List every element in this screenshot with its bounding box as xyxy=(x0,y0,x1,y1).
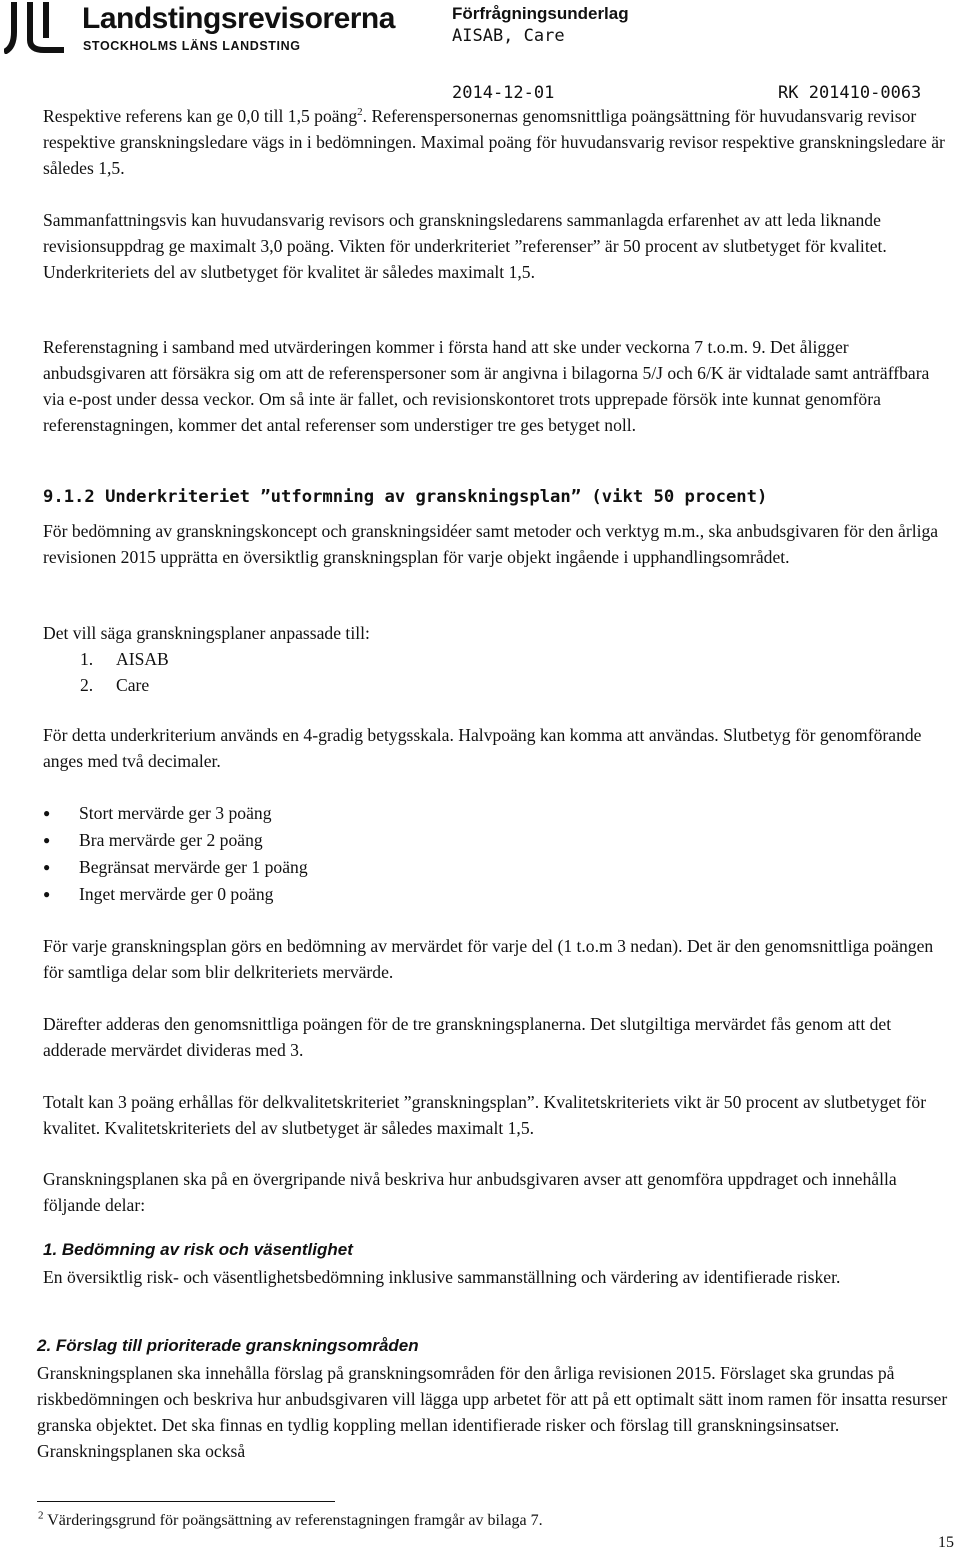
paragraph-audit-plan: För bedömning av granskningskoncept och granskningsidéer samt metoder och verktyg m.m., ska anbudsgivaren för den årliga revisionen 2015 upprätta en översiktlig granskningsplan för varje objekt ingående i upphandlingsområdet. xyxy=(43,521,939,567)
list-item-text: Care xyxy=(116,675,150,695)
document-date: 2014-12-01 xyxy=(452,83,555,103)
paragraph-total-points: Totalt kan 3 poäng erhållas för delkvalitetskriteriet ”granskningsplan”. Kvalitetskriteriets vikt är 50 procent av slutbetyget för kvalitet. Kvalitetskriteriets del av slutbetyget är således maximalt 1,5. xyxy=(43,1092,927,1138)
subheading-priority-areas: 2. Förslag till prioriterade granskningsområden xyxy=(37,1336,419,1355)
bullet-list xyxy=(43,800,308,908)
logo-name: Landstingsrevisorerna xyxy=(82,2,395,35)
paragraph-reference-taking: Referenstagning i samband med utvärderingen kommer i första hand att ske under veckorna 7 t.o.m. 9. Det åligger anbudsgivaren att försäkra sig om att de referenspersoner som är angivna i bilagorna 5/J och 6/K är vidtalade samt anträffbara via e-post under dessa veckor. Om så inte är fallet, och revisionskontoret trots upprepade försök inte kunnat genomföra referenstagningen, kommer det antal referenser som understiger tre ges betyget noll. xyxy=(43,337,930,435)
list-item: ● Inget mervärde ger 0 poäng xyxy=(43,881,308,908)
footnote-number: 2 xyxy=(38,1509,44,1522)
paragraph-priority-areas: Granskningsplanen ska innehålla förslag på granskningsområden för den årliga revisionen 2015. Förslaget ska grundas på riskbedömningen och beskriva hur anbudsgivaren vill lägga upp arbetet för att på ett optimalt sätt inom ramen för insatta resurser granska objektet. Det ska finnas en tydlig koppling mellan identifierade risker och förslag till granskningsinsatser. Granskningsplanen ska också xyxy=(37,1363,948,1461)
numbered-list xyxy=(80,646,169,698)
list-item: ● Begränsat mervärde ger 1 poäng xyxy=(43,854,308,881)
section-heading: 9.1.2 Underkriteriet ”utformning av granskningsplan” (vikt 50 procent) xyxy=(43,487,768,507)
paragraph-average: Därefter adderas den genomsnittliga poängen för de tre granskningsplanerna. Det slutgiltiga mervärdet fås genom att det adderade mervärdet divideras med 3. xyxy=(43,1014,892,1060)
document-type: Förfrågningsunderlag xyxy=(452,4,629,23)
subheading-risk: 1. Bedömning av risk och väsentlighet xyxy=(43,1240,353,1259)
footnote-divider xyxy=(37,1501,335,1502)
paragraph-grading-scale: För detta underkriterium används en 4-gradig betygsskala. Halvpoäng kan komma att användas. Slutbetyg för genomförande anges med två decimaler. xyxy=(43,725,922,771)
logo xyxy=(4,2,404,56)
page-number: 15 xyxy=(938,1534,954,1551)
footnote xyxy=(38,1510,543,1532)
list-item: ● Bra mervärde ger 2 poäng xyxy=(43,827,308,854)
footnote-text: Värderingsgrund för poängsättning av referenstagningen framgår av bilaga 7. xyxy=(47,1512,543,1529)
list-item-text: AISAB xyxy=(116,649,169,669)
logo-subtitle: STOCKHOLMS LÄNS LANDSTING xyxy=(83,39,301,53)
paragraph-plans-adapted: Det vill säga granskningsplaner anpassade till: xyxy=(43,623,370,643)
list-item xyxy=(80,672,169,698)
footnote-ref[interactable]: 2 xyxy=(357,106,363,119)
logo-mark-icon xyxy=(4,2,66,54)
paragraph-risk: En översiktlig risk- och väsentlighetsbedömning inklusive sammanställning och värdering av identifierade risker. xyxy=(43,1267,841,1287)
paragraph-summary: Sammanfattningsvis kan huvudansvarig revisors och granskningsledarens sammanlagda erfarenhet av att leda liknande revisionsuppdrag ge maximalt 3,0 poäng. Vikten för underkriteriet ”referenser” är 50 procent av slutbetyget för kvalitet. Underkriteriets del av slutbetyget för kvalitet är således maximalt 1,5. xyxy=(43,210,887,282)
list-item: ● Stort mervärde ger 3 poäng xyxy=(43,800,308,827)
paragraph-reference-scoring xyxy=(43,103,955,181)
paragraph-assessment: För varje granskningsplan görs en bedömning av mervärdet för varje del (1 t.o.m 3 nedan). Det är den genomsnittliga poängen för samtliga delar som blir delkriteriets mervärde. xyxy=(43,936,934,982)
list-number: 2. xyxy=(80,675,94,695)
document-subject: AISAB, Care xyxy=(452,26,565,46)
list-item xyxy=(80,646,169,672)
paragraph-text: Respektive referens kan ge 0,0 till 1,5 poäng xyxy=(43,106,358,126)
paragraph-plan-contents: Granskningsplanen ska på en övergripande nivå beskriva hur anbudsgivaren avser att genomföra uppdraget och innehålla följande delar: xyxy=(43,1169,897,1215)
list-number: 1. xyxy=(80,649,94,669)
document-reference: RK 201410-0063 xyxy=(778,83,922,103)
paragraph-text: . Referenspersonernas genomsnittliga poängsättning för huvudansvarig revisor respektive granskningsledare vägs in i bedömningen. Maximal poäng för huvudansvarig revisor respektive granskningsledare är således 1,5. xyxy=(43,106,945,178)
